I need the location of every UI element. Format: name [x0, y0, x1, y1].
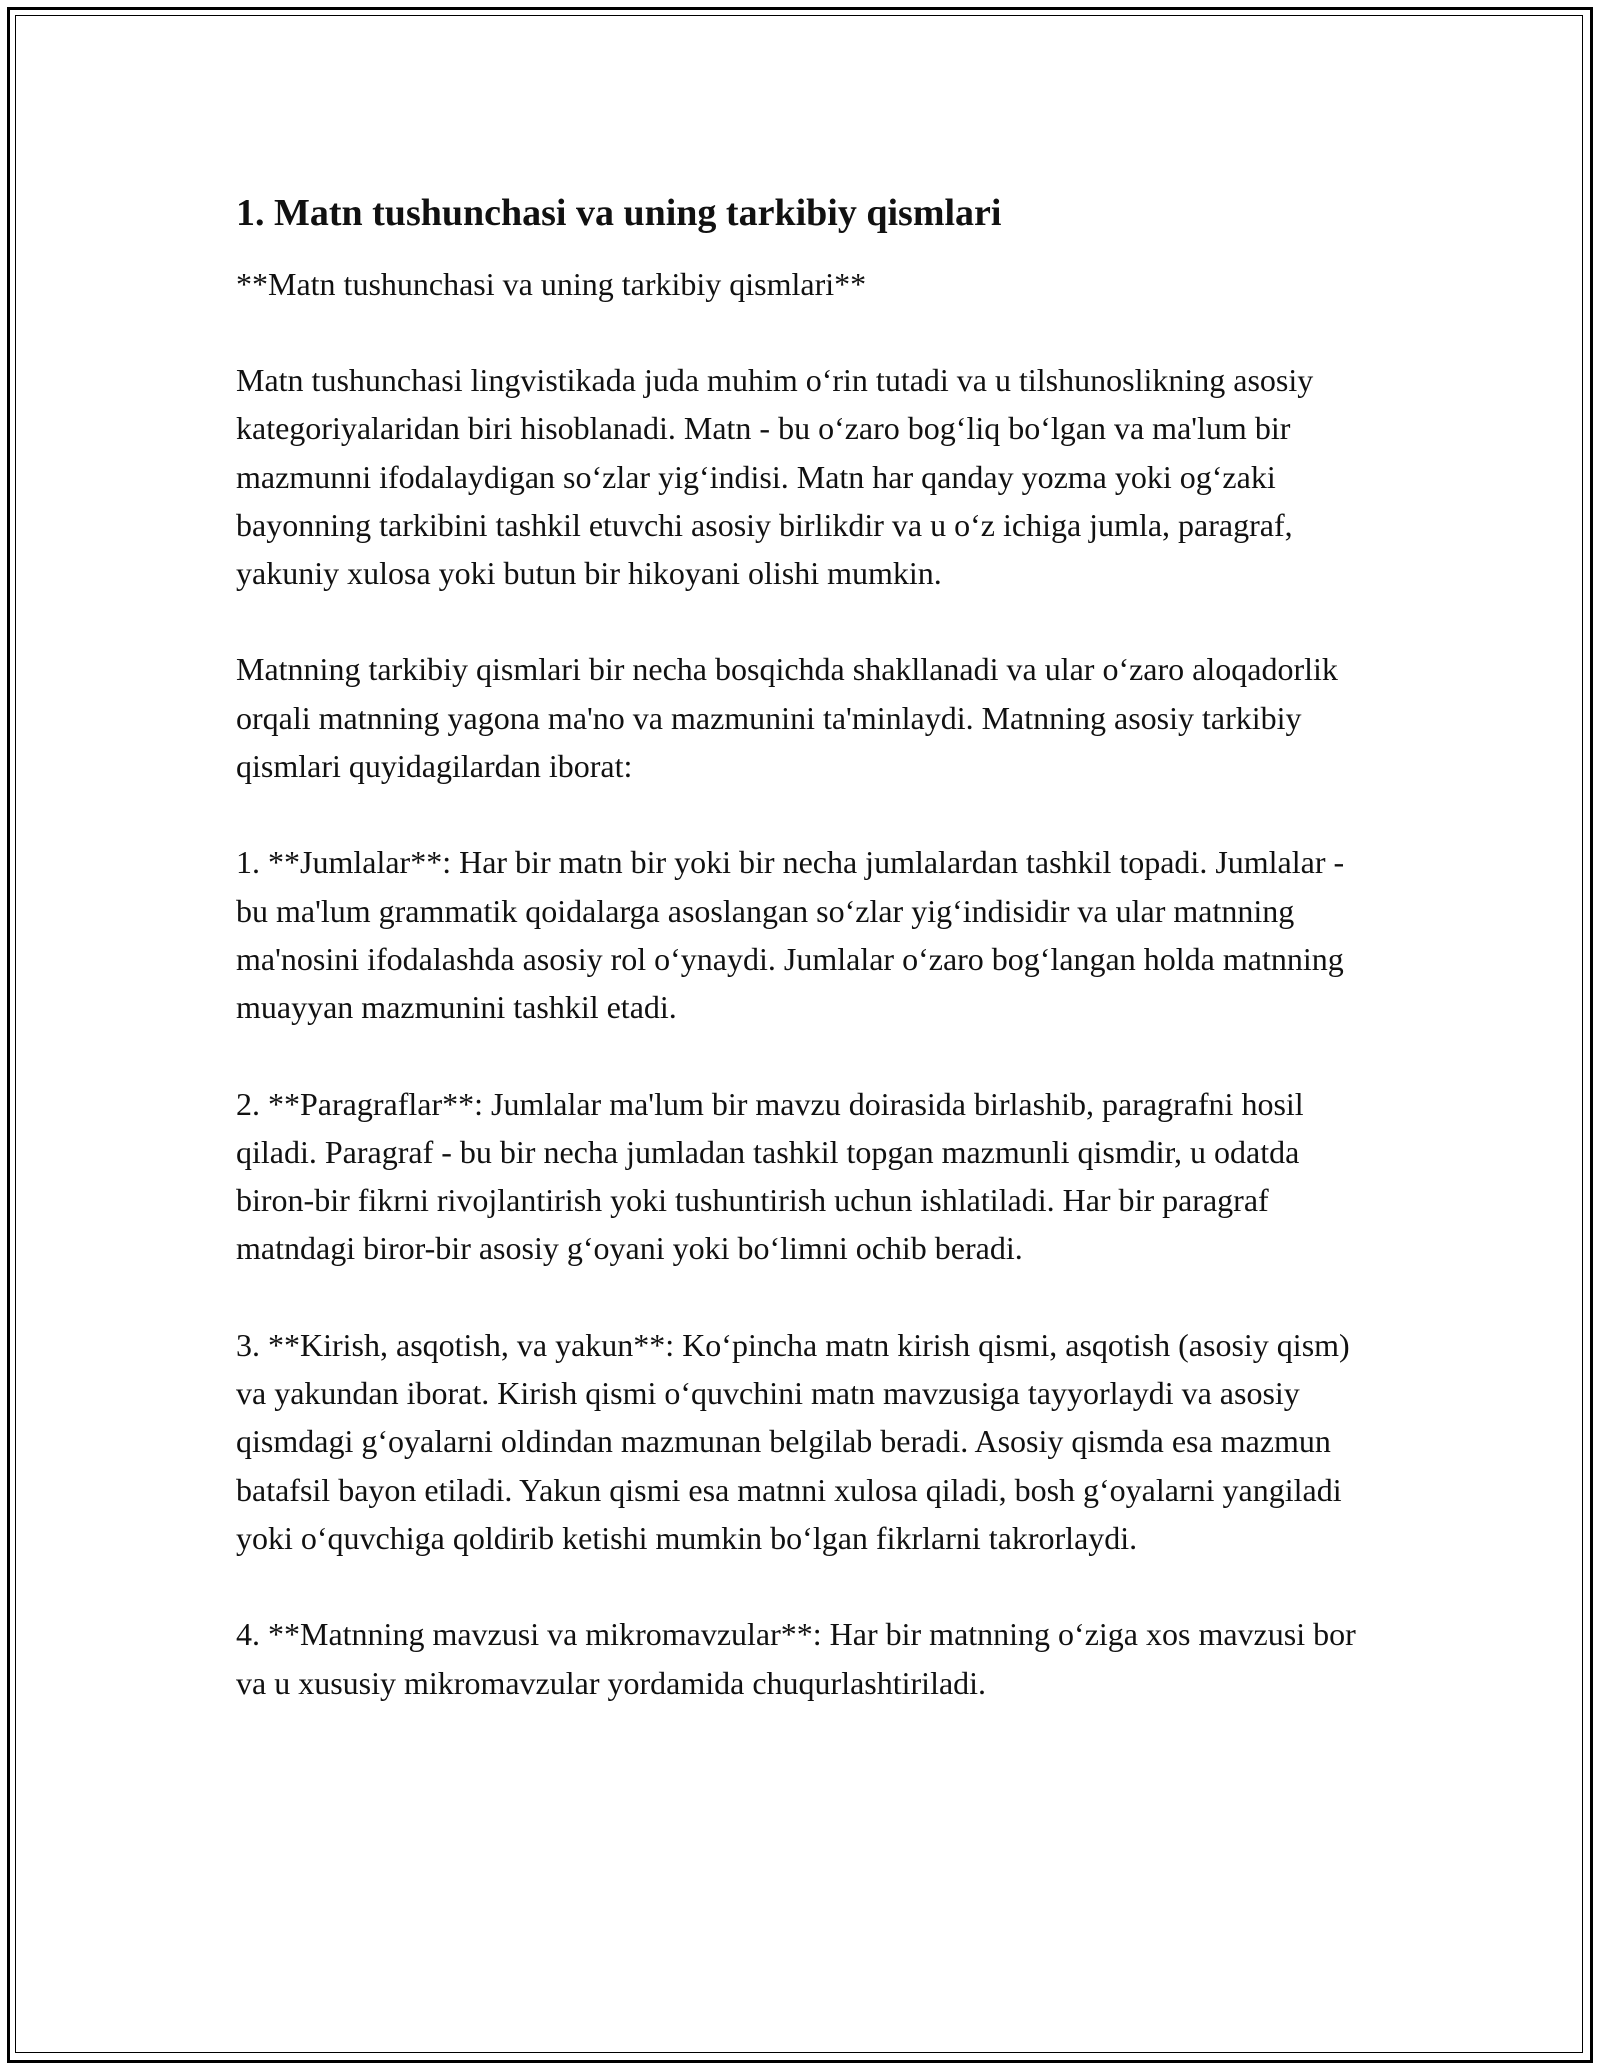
document-body: [236, 188, 1356, 1755]
document-title: 1. Matn tushunchasi va uning tarkibiy qismlari: [236, 192, 1002, 234]
paragraph-paragraphs: 2. **Paragraflar**: Jumlalar ma'lum bir mavzu doirasida birlashib, paragrafni hosil qiladi. Paragraf - bu bir necha jumladan tashkil topgan mazmunli qismdir, u odatda biron-bir fikrni rivojlantirish yoki tushuntirish uchun ishlatiladi. Har bir paragraf matndagi biror-bir asosiy g‘oyani yoki bo‘limni ochib beradi.: [236, 1085, 1304, 1267]
paragraph-intro: Matn tushunchasi lingvistikada juda muhim o‘rin tutadi va u tilshunoslikning asosiy kategoriyalaridan biri hisoblanadi. Matn - bu o‘zaro bog‘liq bo‘lgan va ma'lum bir mazmunni ifodalaydigan so‘zlar yig‘indisi. Matn har qanday yozma yoki og‘zaki bayonning tarkibini tashkil etuvchi asosiy birlikdir va u o‘z ichiga jumla, paragraf, yakuniy xulosa yoki butun bir hikoyani olishi mumkin.: [236, 362, 1314, 592]
paragraph-sentences: 1. **Jumlalar**: Har bir matn bir yoki bir necha jumlalardan tashkil topadi. Jumlalar - bu ma'lum grammatik qoidalarga asoslangan so‘zlar yig‘indisidir va ular matnning ma'nosini ifodalashda asosiy rol o‘ynaydi. Jumlalar o‘zaro bog‘langan holda matnning muayyan mazmunini tashkil etadi.: [236, 844, 1345, 1026]
paragraph-components: Matnning tarkibiy qismlari bir necha bosqichda shakllanadi va ular o‘zaro aloqadorlik orqali matnning yagona ma'no va mazmunini ta'minlaydi. Matnning asosiy tarkibiy qismlari quyidagilardan iborat:: [236, 651, 1338, 785]
document-subtitle: **Matn tushunchasi va uning tarkibiy qismlari**: [236, 266, 867, 302]
paragraph-structure: 3. **Kirish, asqotish, va yakun**: Ko‘pincha matn kirish qismi, asqotish (asosiy qism) va yakundan iborat. Kirish qismi o‘quvchini matn mavzusiga tayyorlaydi va asosiy qismdagi g‘oyalarni oldindan mazmunan belgilab beradi. Asosiy qismda esa mazmun batafsil bayon etiladi. Yakun qismi esa matnni xulosa qiladi, bosh g‘oyalarni yangiladi yoki o‘quvchiga qoldirib ketishi mumkin bo‘lgan fikrlarni takrorlaydi.: [236, 1326, 1350, 1556]
paragraph-topic: 4. **Matnning mavzusi va mikromavzular**: Har bir matnning o‘ziga xos mavzusi bor va u xususiy mikromavzular yordamida chuqurlashtiriladi.: [236, 1616, 1356, 1701]
